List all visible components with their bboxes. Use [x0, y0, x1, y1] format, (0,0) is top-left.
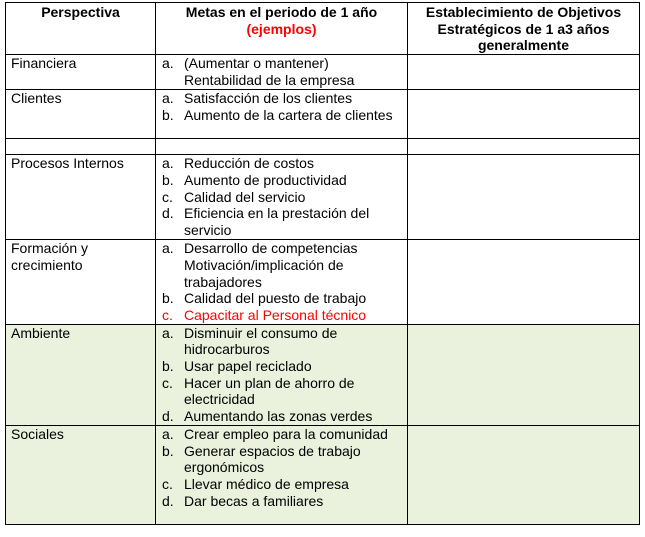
goal-text: Calidad del puesto de trabajo [184, 290, 367, 307]
list-marker: d. [162, 408, 174, 425]
table-row [6, 90, 640, 139]
list-marker: a. [162, 155, 174, 172]
list-item [160, 107, 403, 124]
list-marker: d. [162, 492, 174, 509]
goals-list [160, 325, 403, 425]
list-item [160, 375, 403, 408]
goal-text: Usar papel reciclado [184, 358, 312, 375]
list-item [160, 205, 403, 238]
list-marker: b. [162, 358, 174, 375]
objectives-cell [408, 55, 640, 90]
list-item [160, 325, 403, 358]
list-marker: d. [162, 205, 174, 222]
header-goals-title: Metas en el periodo de 1 año [185, 4, 378, 20]
list-marker: c. [162, 188, 173, 205]
list-item [160, 240, 403, 290]
goal-text: Desarrollo de competencias Motivación/implicación de trabajadores [184, 240, 358, 290]
goals-cell [156, 324, 408, 425]
list-item [160, 90, 403, 107]
list-marker: b. [162, 171, 174, 188]
list-marker: c. [162, 374, 173, 391]
goal-text: Aumento de la cartera de clientes [184, 106, 393, 123]
goal-text: Generar espacios de trabajo ergonómicos [184, 442, 361, 476]
goal-text: Eficiencia en la prestación del servicio [184, 205, 370, 238]
goals-cell [156, 139, 408, 155]
goals-cell [156, 425, 408, 524]
header-row [6, 3, 640, 55]
perspective-cell: Formación y crecimiento [6, 240, 156, 325]
goal-text: Llevar médico de empresa [184, 475, 349, 492]
table-row [6, 139, 640, 155]
list-item [160, 476, 403, 493]
table-row [6, 155, 640, 240]
perspective-cell: Sociales [6, 425, 156, 524]
goal-text: (Aumentar o mantener) Rentabilidad de la empresa [184, 55, 355, 88]
list-marker: a. [162, 425, 174, 442]
list-item [160, 493, 403, 510]
list-item [160, 408, 403, 425]
objectives-cell [408, 90, 640, 139]
goals-cell [156, 55, 408, 90]
perspective-cell: Procesos Internos [6, 155, 156, 240]
list-item [160, 307, 403, 324]
goal-text: Disminuir el consumo de hidrocarburos [184, 324, 338, 358]
list-item [160, 55, 403, 88]
goal-text: Reducción de costos [184, 155, 314, 172]
list-item [160, 172, 403, 189]
list-marker: b. [162, 290, 174, 307]
list-item [160, 155, 403, 172]
table-row [6, 240, 640, 325]
objectives-cell [408, 155, 640, 240]
perspective-cell: Financiera [6, 55, 156, 90]
list-item [160, 358, 403, 375]
perspective-cell [6, 139, 156, 155]
goals-cell [156, 90, 408, 139]
goals-list [160, 55, 403, 88]
list-marker: a. [162, 324, 174, 341]
goal-text: Aumentando las zonas verdes [184, 408, 373, 425]
balanced-scorecard-table [5, 2, 640, 525]
goals-list [160, 90, 403, 123]
table-row [6, 324, 640, 425]
list-marker: b. [162, 442, 174, 459]
header-perspective: Perspectiva [6, 3, 156, 55]
table-body [6, 55, 640, 525]
list-marker: a. [162, 240, 174, 257]
goal-text: Hacer un plan de ahorro de electricidad [184, 374, 355, 408]
list-item [160, 443, 403, 476]
table-row [6, 425, 640, 524]
header-goals-examples: (ejemplos) [246, 20, 317, 37]
goal-text: Dar becas a familiares [184, 492, 324, 509]
goal-text: Calidad del servicio [184, 188, 306, 205]
list-marker: b. [162, 106, 174, 123]
goal-text: Crear empleo para la comunidad [184, 425, 388, 442]
objectives-cell [408, 240, 640, 325]
goals-cell [156, 240, 408, 325]
goals-list [160, 155, 403, 239]
goal-text: Aumento de productividad [184, 171, 347, 188]
perspective-cell: Ambiente [6, 324, 156, 425]
goal-text: Satisfacción de los clientes [184, 90, 353, 107]
list-marker: a. [162, 90, 174, 107]
goals-list [160, 240, 403, 324]
objectives-cell [408, 139, 640, 155]
goals-cell [156, 155, 408, 240]
list-item [160, 290, 403, 307]
objectives-cell [408, 324, 640, 425]
goal-text: Capacitar al Personal técnico [184, 306, 367, 323]
list-item [160, 189, 403, 206]
table-row [6, 55, 640, 90]
list-item [160, 426, 403, 443]
list-marker: c. [162, 475, 173, 492]
header-goals [156, 3, 408, 55]
header-objectives: Establecimiento de Objetivos Estratégicos de 1 a3 años generalmente [408, 3, 640, 55]
list-marker: a. [162, 55, 174, 72]
perspective-cell: Clientes [6, 90, 156, 139]
objectives-cell [408, 425, 640, 524]
goals-list [160, 426, 403, 510]
list-marker: c. [162, 306, 173, 323]
